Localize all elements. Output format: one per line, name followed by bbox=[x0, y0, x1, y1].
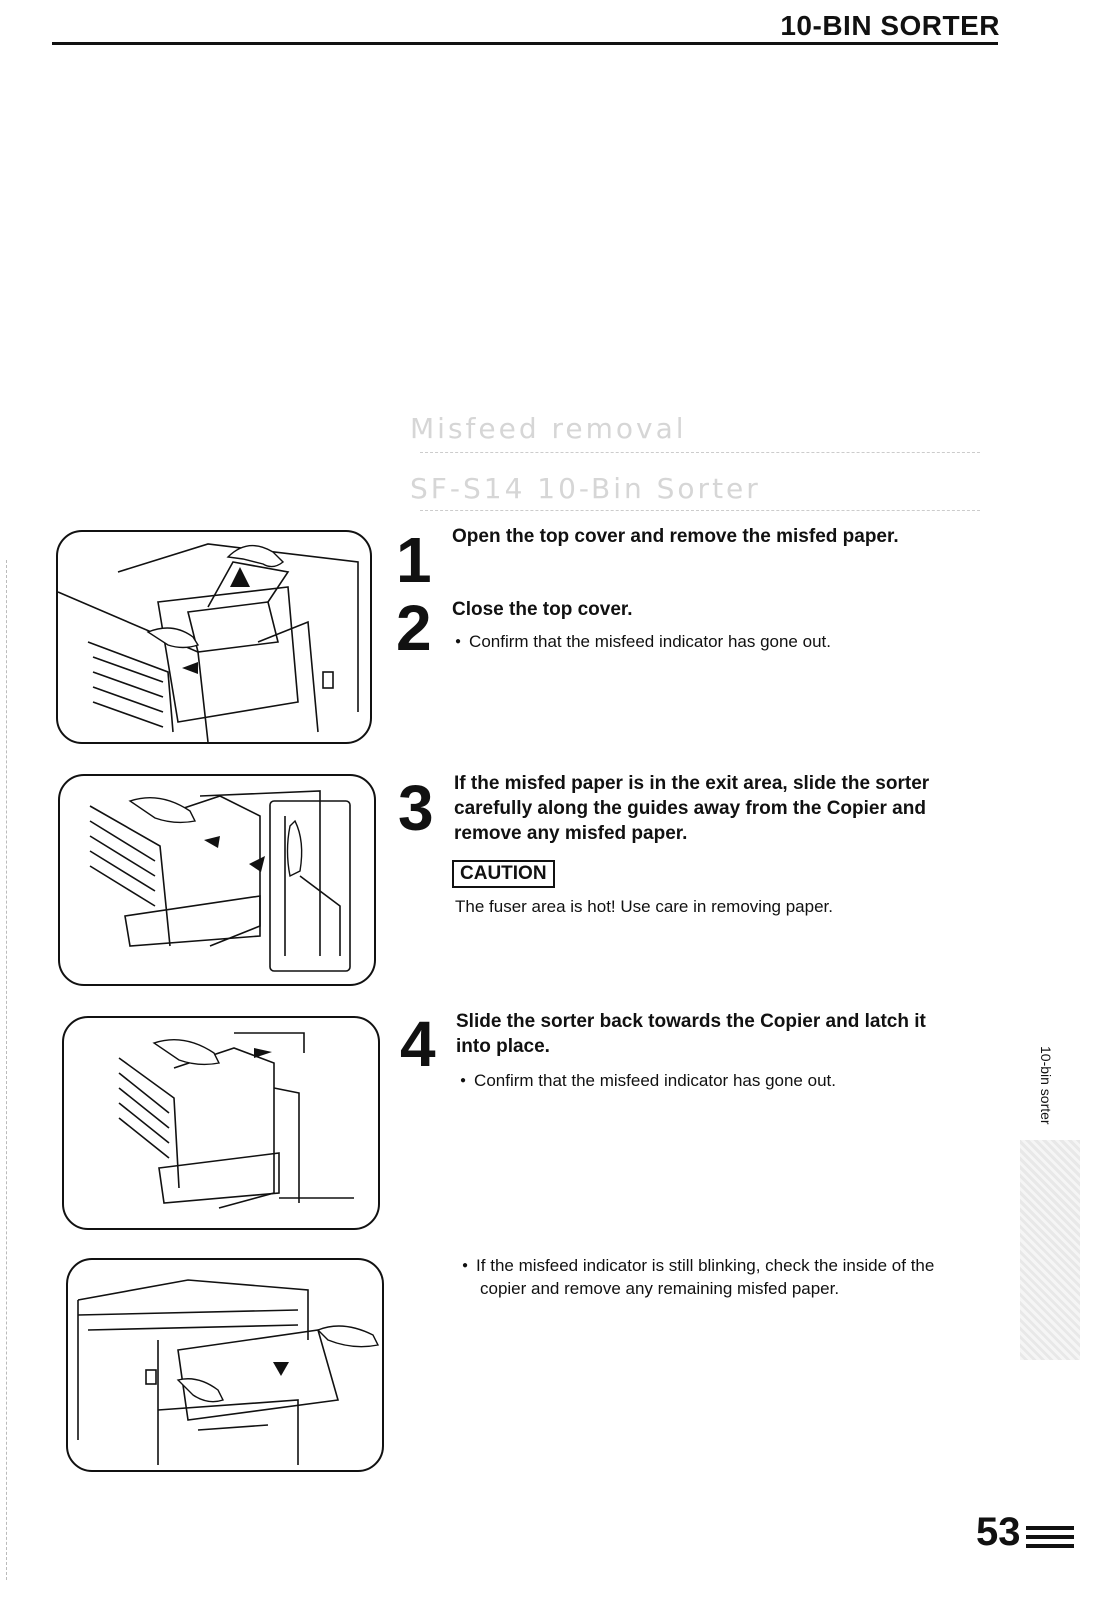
section-heading-rule bbox=[420, 452, 980, 453]
side-tab-strip bbox=[1020, 1140, 1080, 1360]
page-bar bbox=[1026, 1544, 1074, 1548]
page-bar bbox=[1026, 1535, 1074, 1539]
step-2-heading: Close the top cover. bbox=[452, 599, 633, 620]
step-4-heading-line: into place. bbox=[456, 1036, 550, 1057]
step-4-heading-line: Slide the sorter back towards the Copier and latch it bbox=[456, 1011, 926, 1032]
extra-note-line: ● If the misfeed indicator is still blinking, check the inside of the bbox=[462, 1254, 934, 1280]
step-4-number: 4 bbox=[400, 1008, 436, 1080]
illustration-slide-sorter-out bbox=[58, 774, 376, 986]
step-4-note: ● Confirm that the misfeed indicator has gone out. bbox=[460, 1069, 836, 1095]
page-number-bars bbox=[1026, 1526, 1074, 1553]
illustration-slide-sorter-back bbox=[62, 1016, 380, 1230]
section-heading-faded: Misfeed removal bbox=[410, 412, 687, 445]
page-bar bbox=[1026, 1526, 1074, 1530]
step-1-heading: Open the top cover and remove the misfed paper. bbox=[452, 526, 899, 547]
page-title: 10-BIN SORTER bbox=[780, 10, 1000, 41]
side-tab-label: 10-bin sorter bbox=[1038, 1046, 1054, 1125]
binding-margin bbox=[6, 560, 9, 1580]
subsection-heading-rule bbox=[420, 510, 980, 511]
extra-note-line: copier and remove any remaining misfed paper. bbox=[480, 1279, 840, 1298]
step-2-note: ● Confirm that the misfeed indicator has gone out. bbox=[455, 630, 831, 656]
header-rule bbox=[52, 42, 998, 45]
step-1-number: 1 bbox=[396, 524, 432, 596]
illustration-open-top-cover bbox=[56, 530, 372, 744]
caution-label: CAUTION bbox=[452, 860, 555, 888]
step-3-heading-line: remove any misfed paper. bbox=[454, 823, 688, 844]
step-2-number: 2 bbox=[396, 592, 432, 664]
step-3-heading-line: If the misfed paper is in the exit area, slide the sorter bbox=[454, 773, 930, 794]
illustration-open-copier-front bbox=[66, 1258, 384, 1472]
step-4-heading bbox=[456, 1009, 992, 1059]
caution-text: The fuser area is hot! Use care in removing paper. bbox=[455, 897, 833, 916]
step-3-heading bbox=[454, 771, 994, 846]
subsection-heading-faded: SF-S14 10-Bin Sorter bbox=[410, 472, 761, 505]
step-3-number: 3 bbox=[398, 772, 434, 844]
step-3-heading-line: carefully along the guides away from the Copier and bbox=[454, 798, 926, 819]
page-number: 53 bbox=[976, 1510, 1021, 1554]
